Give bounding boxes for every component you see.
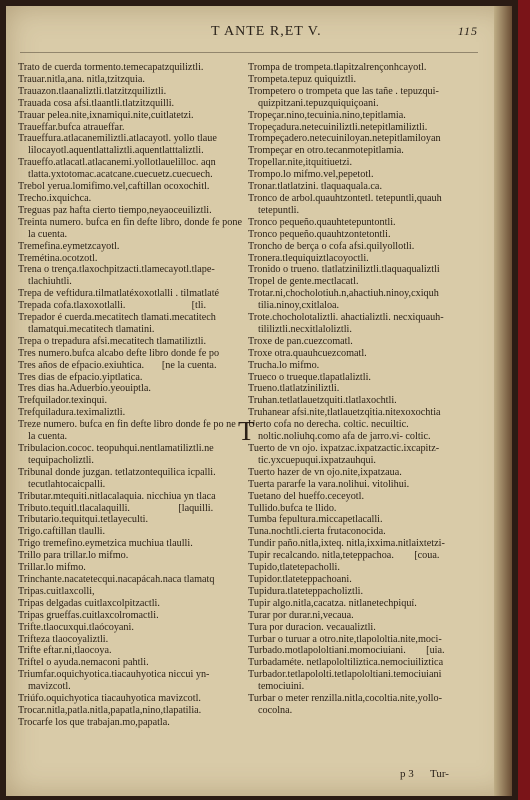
- dictionary-entry: Trinchante.nacatetecqui.nacapácah.naca tlamatq: [18, 573, 215, 585]
- dictionary-entry: Troxe de pan.cuezcomatl.: [248, 335, 353, 347]
- dictionary-entry: Tronco de arbol.quauhtzontetl. tetepuntli,quauh tetepuntli.: [248, 192, 445, 216]
- dictionary-entry: Trompeta.tepuz quiquiztli.: [248, 73, 356, 85]
- dictionary-entry: Trepa o trepadura afsi.mecatitech tlamatiliztli.: [18, 335, 207, 347]
- dictionary-entry: Turbado.motlapololtiani.momociuiani. [uia.: [248, 645, 445, 657]
- dictionary-entry: Tripas delgadas cuitlaxcolpitzactli.: [18, 597, 160, 609]
- left-column: [18, 62, 245, 729]
- dictionary-entry: Trauazon.tlaanaliztli.tlatzitzquiliztli.: [18, 85, 167, 97]
- dictionary-entry: Trompo.lo mifmo.vel,pepetotl.: [248, 169, 374, 181]
- dictionary-entry: Trompa de trompeta.tlapitzalrençonhcayotl.: [248, 62, 427, 73]
- dictionary-entry: Troxe otra.quauhcuezcomatl.: [248, 347, 367, 359]
- dictionary-entry: Tupidor.tlateteppachoani.: [248, 573, 352, 585]
- dictionary-entry: Trueno.tlatlatziniliztli.: [248, 383, 340, 395]
- dictionary-entry: Tronco pequeño.quauhtetepuntontli.: [248, 216, 396, 228]
- dictionary-entry: Turbar o turuar a otro.nite,tlapololtia.nite,moci-: [248, 633, 442, 645]
- dictionary-entry: Truhanear afsi.nite,tlatlauetzqitia.nitexoxochtia: [248, 407, 441, 419]
- dictionary-entry: Tuna.nochtli.cierta frutaconocida.: [248, 526, 386, 538]
- dictionary-entry: Tributario.tequitqui.tetlayeculti.: [18, 514, 149, 526]
- dictionary-entry: Treguas paz hafta cierto tiempo,neyaoceuiliztli.: [18, 204, 212, 216]
- book-page: [6, 6, 512, 796]
- page-edge-shadow: [494, 6, 512, 796]
- dictionary-entry: Tronar.tlatlatzini. tlaquaquala.ca.: [248, 181, 382, 193]
- dictionary-entry: Trato de cuerda tormento.temecapatzquiliztli.: [18, 62, 204, 73]
- dictionary-entry: Trepada cofa.tlaxoxotlalli. [tli.: [18, 300, 207, 312]
- dictionary-entry: Tronera.tlequiquiztlacoyoctli.: [248, 252, 369, 264]
- dictionary-entry: Tropeçar.nino,tecuinia.nino,tepitlamia.: [248, 109, 406, 121]
- dictionary-entry: Tres numero.bufca alcabo defte libro donde fe po: [18, 347, 220, 359]
- dictionary-entry: Trueco o trueque.tlapatlaliztli.: [248, 371, 371, 383]
- dictionary-entry: Turbar o meter renzilla.nitla,cocoltia.nite,yollo- cocolna.: [248, 693, 445, 716]
- dictionary-entry: Trotar.ni,chocholotiuh.n,ahactiuh.ninoy,cxiquh tilia.ninoy,cxitlaloa.: [248, 288, 442, 312]
- dictionary-entry: Trocar.nitla,patla.nitla,papatla,nino,tlapatilia.: [18, 704, 202, 716]
- signature-mark: p 3: [400, 768, 414, 780]
- dictionary-entry: Trillar.lo mifmo.: [18, 562, 86, 574]
- dictionary-entry: Tremefina.eymetzcayotl.: [18, 240, 120, 252]
- dictionary-entry: Trucha.lo mifmo.: [248, 359, 320, 371]
- dictionary-entry: Trifte.tlaocuxqui.tlaócoyani.: [18, 621, 134, 633]
- dictionary-entry: Tuetano del hueffo.ceceyotl.: [248, 490, 364, 502]
- dictionary-entry: Tremétina.ocotzotl.: [18, 252, 98, 264]
- dictionary-entry: Tropeçadura.netecuiniliztli.netepitlamiliztli.: [248, 121, 428, 133]
- dictionary-entry: Triftel o ayuda.nemaconi pahtli.: [18, 657, 149, 669]
- dictionary-entry: Trauar pelea.nite,ixnamiqui.nite,cuitlatetzi.: [18, 109, 194, 121]
- dictionary-entry: Tuerto de vn ojo. ixpatzac.ixpatzactic.ixcapitz- tic.yxcuepuqui.ixpatzauhqui.: [248, 443, 442, 466]
- header-rule: [20, 52, 478, 53]
- dictionary-entry: Tullido.bufca te llido.: [248, 502, 337, 514]
- page-header: [6, 24, 512, 44]
- binding-edge: [518, 0, 530, 800]
- dictionary-entry: Trifte eftar.ni,tlaocoya.: [18, 645, 112, 657]
- dictionary-entry: Traueffura.atlacanemiliztli.atlacayotl. yollo tlaue lilocayotl.aquentlattaliztli.aquentlatttaliztli.: [18, 133, 220, 157]
- dictionary-entry: Trauada cosa afsi.tlaantli.tlatzitzquilli.: [18, 97, 175, 109]
- running-head: T ANTE R,ET V.: [211, 24, 322, 39]
- dictionary-entry: Tripas grueffas.cuitlaxcolromactli.: [18, 609, 159, 621]
- dictionary-entry: Tropel de gente.mectlacatl.: [248, 276, 359, 288]
- dictionary-entry: Tronco pequeño.quauhtzontetontli.: [248, 228, 391, 240]
- dictionary-entry: Tributo.tequitl.tlacalaquilli. [laquilli.: [18, 502, 214, 514]
- dictionary-entry: Trena o trença.tlaxochpitzacti.tlamecayotl.tlape- tlachiuhtli.: [18, 264, 218, 288]
- dictionary-entry: Tupir recalcando. nitla,teteppachoa. [coua.: [248, 550, 440, 562]
- dictionary-entry: Trauar.nitla,ana. nitla,tzitzquia.: [18, 73, 145, 85]
- dictionary-entry: Trebol yerua.lomifimo.vel,caftillan ocoxochitl.: [18, 181, 210, 193]
- dictionary-entry: Turbadaméte. netlapololtiliztica.nemociuiliztica: [248, 657, 444, 669]
- dictionary-entry: Trecho.ixquichca.: [18, 192, 92, 204]
- dictionary-entry: Tundir paño.nitla,ixteq. nitla,ixxima.nitlaixtetzi-: [248, 538, 445, 550]
- dictionary-entry: Tumba fepultura.miccapetlacalli.: [248, 514, 383, 526]
- dictionary-entry: Trefquiladura.teximaliztli.: [18, 407, 126, 419]
- dictionary-entry: Tuerto hazer de vn ojo.nite,ixpatzaua.: [248, 466, 402, 478]
- dictionary-entry: Tuerta pararfe la vara.nolihui. vitolihui.: [248, 478, 410, 490]
- dictionary-entry: Trefquilador.texinqui.: [18, 395, 108, 407]
- dictionary-entry: Trigo tremefino.eymetzica muchiua tlaulli.: [18, 538, 193, 550]
- dictionary-entry: Tupidura.tlateteppacholiztli.: [248, 585, 364, 597]
- dictionary-entry: Trompeçadero.netecuiniloyan.netepitlamiloyan: [248, 133, 441, 145]
- dictionary-entry: Tributar.mtequiti.nitlacalaquia. nicchiua yn tlaca: [18, 490, 216, 502]
- dictionary-entry: Trifteza tlaocoyaliztli.: [18, 633, 109, 645]
- dictionary-entry: Turbador.tetlapololti.tetlapololtiani.temociuiani temociuini.: [248, 669, 444, 693]
- dictionary-entry: Troncho de berça o cofa afsi.quilyollotli.: [248, 240, 415, 252]
- dictionary-entry: Trepador é cuerda.mecatitech tlamati.mecatitech tlamatqui.mecatitech tlamatini.: [18, 312, 219, 335]
- dictionary-entry: Triumfar.oquichyotica.tiacauhyotica niccui yn- mavizcotl.: [18, 669, 212, 693]
- dictionary-entry: Traueffar.bufca atraueffar.: [18, 121, 125, 133]
- dictionary-entry: Treze numero. bufca en fin defte libro donde fe po ne la cuenta.: [18, 419, 239, 443]
- dictionary-entry: Triúfo.oquichyotica tiacauhyotica mavizcotl.: [18, 693, 201, 705]
- page-number: 115: [457, 24, 478, 38]
- dictionary-entry: Tres dias ha.Aduerbio.yeouiptla.: [18, 383, 151, 395]
- dictionary-entry: Tres años de efpacio.exiuhtica. [ne la cuenta.: [18, 359, 217, 371]
- right-column: [238, 62, 472, 717]
- dictionary-entry: Trigo.caftillan tlaulli.: [18, 526, 106, 538]
- dictionary-entry: Trepa de veftidura.tilmatlatéxoxotlalli . tilmatlaté: [18, 288, 220, 300]
- dictionary-entry: Tripas.cuitlaxcolli,: [18, 585, 95, 597]
- dictionary-entry: Trompetero o trompeta que las tañe . tepuzqui- quizpitzani.tepuzquiquiçoani.: [248, 85, 442, 109]
- dictionary-entry: Tupido,tlatetepacholli.: [248, 562, 340, 574]
- dictionary-entry: Turar por durar.ni,vecaua.: [248, 609, 354, 621]
- dictionary-entry: Trillo para trillar.lo mifmo.: [18, 550, 129, 562]
- catchword: Tur-: [430, 768, 449, 780]
- dictionary-entry: Trompeçar en otro.tecanmotepitlamia.: [248, 145, 404, 157]
- dictionary-entry: TUerto cofa no derecha. coltic. necuiltic. noltic.noliuhq.como afa de jarro.vi- coltic.: [238, 416, 431, 447]
- dictionary-entry: Traueffo.atlacatl.atlacanemi.yollotlauelilloc. aqn tlatta.yxtotomac.acatcane.cuecuetz.cuecuech.: [18, 157, 219, 181]
- dictionary-entry: Tronido o trueno. tlatlatziniliztli.tlaquaqualiztli: [248, 264, 440, 276]
- dictionary-entry: Tres dias de efpacio.yiptlatica.: [18, 371, 143, 383]
- dictionary-entry: Tropellar.nite,itquitiuetzi.: [248, 157, 353, 169]
- dictionary-entry: Tribulacion.cococ. teopuhqui.nentlamatiliztli.ne tequipacholiztli.: [18, 443, 217, 466]
- dictionary-entry: Truhan.tetlatlauetzquiti.tlatlaxochtli.: [248, 395, 397, 407]
- dictionary-entry: Tupir algo.nitla,cacatza. nitlanetechpiquí.: [248, 597, 417, 609]
- page-footer: [6, 768, 512, 782]
- dictionary-entry: Tribunal donde juzgan. tetlatzontequilica icpalli. tecutlahtocaicpalli.: [18, 466, 219, 490]
- dictionary-entry: Trote.chocholotaliztli. ahactializtli. necxiquauh- tililiztli.necxitlaloliztli.: [248, 312, 447, 335]
- dictionary-entry: Tura por duracion. vecaualiztli.: [248, 621, 376, 633]
- dictionary-entry: Treinta numero. bufca en fin defte libro, donde fe pone la cuenta.: [18, 216, 245, 240]
- dictionary-entry: Trocarfe los que trabajan.mo,papatla.: [18, 716, 170, 728]
